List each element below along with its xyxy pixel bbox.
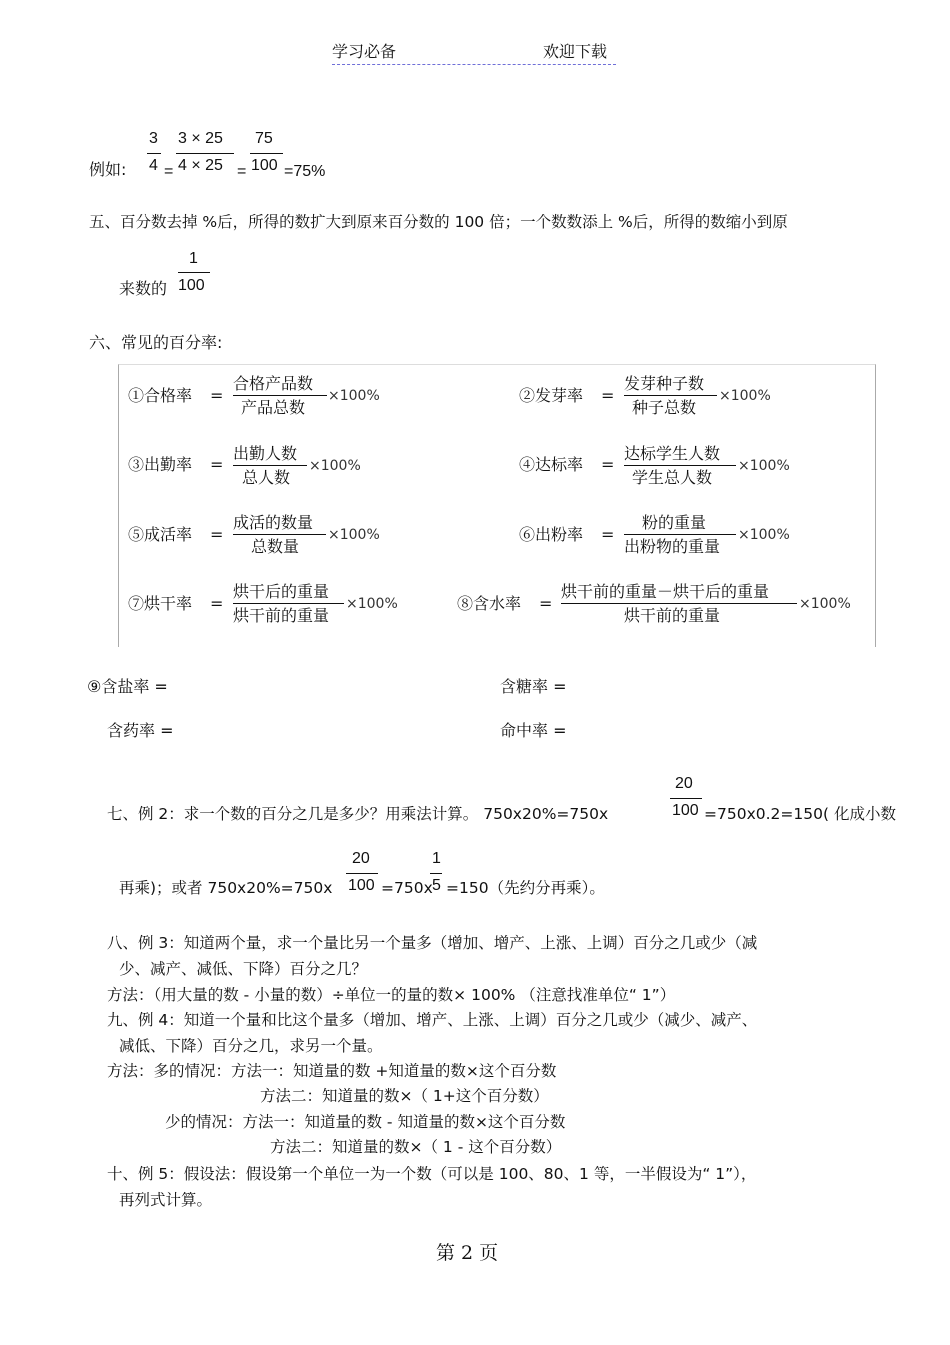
rate-numerator: 烘干前的重量－烘干后的重量 (561, 582, 770, 601)
fraction-bar (233, 465, 307, 466)
fraction-bar (624, 395, 717, 396)
fraction-bar (233, 395, 327, 396)
rate-numerator: 发芽种子数 (624, 374, 705, 393)
equals-sign: = (237, 163, 247, 180)
fraction-bar (233, 534, 326, 535)
fraction-denominator: 100 (672, 802, 699, 819)
equals-sign: = (210, 386, 224, 405)
fraction-denominator: 4 × 25 (178, 157, 223, 174)
equals-sign: = (210, 594, 224, 613)
fraction-bar (147, 153, 161, 154)
rate-denominator: 烘干前的重量 (624, 606, 721, 625)
rate-multiplier: ×100% (309, 458, 361, 474)
rate-multiplier: ×100% (799, 596, 851, 612)
rate-numerator: 粉的重量 (642, 513, 707, 532)
fraction-numerator: 1 (432, 850, 441, 867)
section7-line1: 七、例 2：求一个数的百分之几是多少？用乘法计算。 750x20%=750x (107, 805, 609, 823)
rate-label: ⑦烘干率 (128, 594, 193, 613)
equals-sign: = (539, 594, 553, 613)
section9-method-more-2: 方法二：知道量的数×（ 1+这个百分数） (260, 1087, 549, 1105)
rate-multiplier: ×100% (738, 458, 790, 474)
header-divider (332, 64, 616, 65)
rate-denominator: 总数量 (251, 537, 300, 556)
rate-denominator: 总人数 (242, 468, 291, 487)
rate-numerator: 达标学生人数 (624, 444, 721, 463)
rate-multiplier: ×100% (328, 388, 380, 404)
section8-method: 方法：（用大量的数 - 小量的数）÷单位一的量的数× 100% （注意找准单位“ 1”） (107, 986, 676, 1004)
header-right: 欢迎下载 (543, 42, 608, 61)
section7-mid: =750x (381, 879, 433, 897)
fraction-bar (233, 603, 344, 604)
section5-line1: 五、百分数去掉 %后，所得的数扩大到原来百分数的 100 倍；一个数数添上 %后，所得的数缩小到原 (89, 213, 788, 231)
rate-label: ⑧含水率 (457, 594, 522, 613)
blank-formula: 含药率 = (107, 721, 174, 740)
equals-sign: = (601, 525, 615, 544)
rate-label: ③出勤率 (128, 455, 193, 474)
rate-label: ⑥出粉率 (519, 525, 584, 544)
fraction-bar (670, 798, 702, 799)
rate-label: ④达标率 (519, 455, 584, 474)
section5-line2: 来数的 (119, 279, 168, 298)
page-number: 第 2 页 (436, 1242, 499, 1264)
fraction-bar (624, 465, 736, 466)
blank-formula: 含糖率 = (500, 677, 567, 696)
rate-numerator: 合格产品数 (233, 374, 314, 393)
rate-denominator: 产品总数 (241, 398, 306, 417)
rate-denominator: 学生总人数 (632, 468, 713, 487)
section8-line1: 八、例 3：知道两个量，求一个量比另一个量多（增加、增产、上涨、上调）百分之几或少（减 (107, 934, 758, 952)
fraction-numerator: 1 (189, 250, 198, 267)
fraction-numerator: 75 (255, 130, 273, 147)
fraction-denominator: 100 (251, 157, 278, 174)
section9-method-more: 方法：多的情况：方法一：知道量的数 +知道量的数×这个百分数 (107, 1062, 557, 1080)
fraction-denominator: 100 (348, 877, 375, 894)
fraction-bar (561, 603, 797, 604)
example-result: =75% (284, 163, 326, 180)
rate-label: ①合格率 (128, 386, 193, 405)
section9-line2: 减低、下降）百分之几，求另一个量。 (119, 1037, 383, 1055)
fraction-numerator: 3 (149, 130, 158, 147)
fraction-bar (430, 873, 442, 874)
fraction-bar (178, 272, 210, 273)
rate-label: ⑤成活率 (128, 525, 193, 544)
equals-sign: = (210, 455, 224, 474)
blank-formula: ⑨含盐率 = (87, 677, 168, 696)
example-label: 例如: (89, 160, 127, 179)
fraction-denominator: 4 (149, 157, 158, 174)
fraction-numerator: 20 (352, 850, 370, 867)
fraction-bar (346, 873, 378, 874)
rate-multiplier: ×100% (738, 527, 790, 543)
rate-numerator: 出勤人数 (233, 444, 298, 463)
section7-line2: 再乘)；或者 750x20%=750x (119, 879, 333, 897)
rate-multiplier: ×100% (346, 596, 398, 612)
header-left: 学习必备 (332, 42, 397, 61)
equals-sign: = (164, 163, 174, 180)
rate-numerator: 成活的数量 (233, 513, 314, 532)
equals-sign: = (601, 386, 615, 405)
fraction-denominator: 5 (432, 877, 441, 894)
section10-line1: 十、例 5：假设法：假设第一个单位一为一个数（可以是 100、80、1 等，一半假设为“ 1”）， (107, 1165, 757, 1183)
fraction-numerator: 20 (675, 775, 693, 792)
section9-method-less-2: 方法二：知道量的数×（ 1 - 这个百分数） (270, 1138, 562, 1156)
rate-denominator: 烘干前的重量 (233, 606, 330, 625)
equals-sign: = (210, 525, 224, 544)
equals-sign: = (601, 455, 615, 474)
rate-numerator: 烘干后的重量 (233, 582, 330, 601)
fraction-denominator: 100 (178, 277, 205, 294)
rate-denominator: 出粉物的重量 (624, 537, 721, 556)
section9-method-less: 少的情况：方法一：知道量的数 - 知道量的数×这个百分数 (165, 1113, 566, 1131)
fraction-bar (250, 153, 283, 154)
rate-label: ②发芽率 (519, 386, 584, 405)
rate-denominator: 种子总数 (632, 398, 697, 417)
rate-multiplier: ×100% (719, 388, 771, 404)
rate-multiplier: ×100% (328, 527, 380, 543)
section9-line1: 九、例 4：知道一个量和比这个量多（增加、增产、上涨、上调）百分之几或少（减少、减产、 (107, 1011, 758, 1029)
fraction-bar (176, 153, 234, 154)
section10-line2: 再列式计算。 (119, 1191, 213, 1209)
fraction-numerator: 3 × 25 (178, 130, 223, 147)
section8-line2: 少、减产、减低、下降）百分之几？ (119, 960, 368, 978)
fraction-bar (624, 534, 736, 535)
section6-title: 六、常见的百分率: (89, 333, 223, 352)
section7-line2-tail: =150（先约分再乘）。 (446, 879, 605, 897)
blank-formula: 命中率 = (500, 721, 567, 740)
section7-line1-tail: =750x0.2=150( 化成小数 (704, 805, 896, 823)
